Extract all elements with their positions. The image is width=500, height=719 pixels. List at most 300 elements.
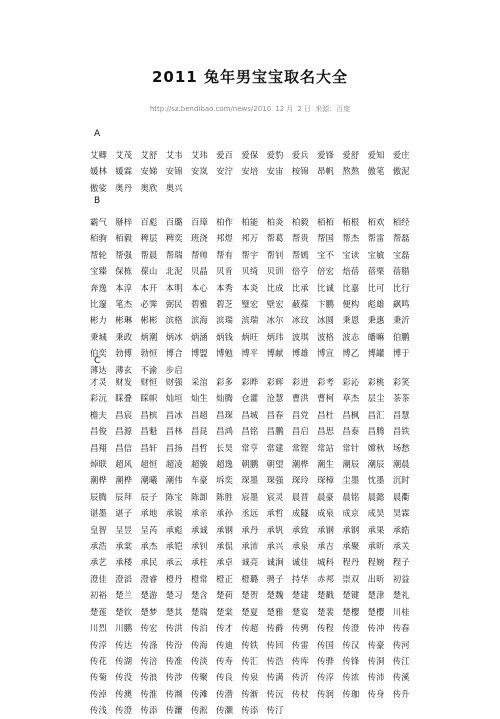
name-entry: 楚贺 bbox=[241, 590, 259, 601]
name-entry: 北泥 bbox=[165, 266, 183, 277]
name-entry: 陈胜 bbox=[216, 491, 234, 502]
name-entry: 传宏 bbox=[140, 623, 158, 634]
name-entry: 潮辰 bbox=[342, 459, 360, 470]
name-entry: 传海 bbox=[190, 639, 208, 650]
name-entry: 传淳 bbox=[317, 672, 335, 683]
name-entry: 栢驹 bbox=[90, 233, 107, 244]
name-entry: 滨海 bbox=[190, 315, 208, 326]
name-entry: 楚莲 bbox=[90, 606, 107, 617]
name-entry: 贝晶 bbox=[190, 266, 208, 277]
name-entry: 潮生 bbox=[317, 459, 335, 470]
name-entry: 滨格 bbox=[165, 315, 183, 326]
name-entry: 承亲 bbox=[190, 508, 208, 519]
name-entry: 彬力 bbox=[90, 315, 107, 326]
name-entry: 琛樟 bbox=[317, 475, 335, 486]
name-entry: 楚荷 bbox=[216, 590, 234, 601]
name-entry: 传国 bbox=[317, 639, 335, 650]
name-entry: 薄玄 bbox=[115, 364, 133, 375]
name-entry: 传豪 bbox=[367, 639, 385, 650]
name-entry: 楚宴 bbox=[291, 606, 309, 617]
name-entry: 碧雅 bbox=[190, 299, 208, 310]
name-entry: 楚建 bbox=[291, 590, 309, 601]
name-entry: 潮曦 bbox=[140, 475, 158, 486]
name-entry: 滨瑞 bbox=[216, 315, 234, 326]
name-entry: 睬帜 bbox=[140, 393, 158, 404]
name-entry: 安岚 bbox=[190, 166, 208, 177]
name-entry: 尘墨 bbox=[342, 475, 360, 486]
name-entry: 帮宇 bbox=[241, 249, 259, 260]
name-entry: 博雄 bbox=[291, 348, 309, 359]
name-entry: 昌思 bbox=[317, 426, 335, 437]
name-entry: 澄滔 bbox=[115, 573, 133, 584]
name-entry: 昌慧 bbox=[392, 409, 410, 420]
name-entry: 沉时 bbox=[392, 475, 410, 486]
name-entry: 楚棠 bbox=[216, 606, 234, 617]
name-entry: 传河 bbox=[392, 639, 410, 650]
name-entry: 楚夏 bbox=[241, 606, 259, 617]
name-entry: 艾玮 bbox=[190, 150, 208, 160]
name-entry: 成京 bbox=[342, 508, 360, 519]
name-entry: 承锐 bbox=[165, 508, 183, 519]
name-entry: 保栋 bbox=[115, 266, 133, 277]
name-entry: 嫦秋 bbox=[367, 442, 385, 453]
name-entry: 爱锋 bbox=[317, 150, 335, 160]
name-entry: 传濒 bbox=[165, 688, 183, 699]
name-entry: 必霁 bbox=[140, 299, 158, 310]
name-entry: 采涫 bbox=[190, 377, 208, 387]
name-entry: 博于 bbox=[392, 348, 410, 359]
name-entry: 辰腾 bbox=[90, 491, 107, 502]
name-entry: 潮桦 bbox=[90, 475, 107, 486]
name-entry: 昌铭 bbox=[241, 426, 259, 437]
name-entry: 传澄 bbox=[342, 623, 360, 634]
name-entry: 澄睿 bbox=[140, 573, 158, 584]
name-entry: 潮伟 bbox=[165, 475, 183, 486]
name-entry: 帮贵 bbox=[291, 233, 309, 244]
name-entry: 波琪 bbox=[291, 331, 309, 342]
name-entry: 承关 bbox=[392, 541, 410, 552]
name-entry: 艾韦 bbox=[165, 150, 183, 160]
name-entry: 诚亮 bbox=[241, 557, 259, 568]
name-entry: 超骏 bbox=[190, 459, 208, 470]
name-entry: 秉城 bbox=[90, 331, 107, 342]
name-entry: 诚涧 bbox=[266, 557, 284, 568]
name-entry: 传江 bbox=[392, 655, 410, 666]
name-entry: 传洞 bbox=[367, 655, 385, 666]
name-entry: 楚游 bbox=[140, 590, 158, 601]
name-entry: 贝训 bbox=[266, 266, 284, 277]
name-entry: 彩辉 bbox=[266, 377, 284, 387]
name-entry: 传冲 bbox=[367, 623, 385, 634]
name-entry: 昌汇 bbox=[367, 409, 385, 420]
name-entry: 楚键 bbox=[342, 590, 360, 601]
name-entry: 昌宸 bbox=[115, 409, 133, 420]
name-entry: 倍宏 bbox=[317, 266, 335, 277]
name-entry: 昌鹏 bbox=[266, 426, 284, 437]
name-entry: 传身 bbox=[367, 688, 385, 699]
name-entry: 稗层 bbox=[140, 233, 158, 244]
name-entry: 奥兴 bbox=[165, 182, 183, 193]
name-entry: 昌扬 bbox=[165, 442, 183, 453]
name-entry: 初裕 bbox=[90, 590, 107, 601]
name-entry: 柏炎 bbox=[266, 217, 284, 227]
name-entry: 承钢 bbox=[342, 524, 360, 535]
name-entry: 昌俊 bbox=[90, 426, 107, 437]
name-entry: 楚梦 bbox=[140, 606, 158, 617]
name-entry: 彩考 bbox=[317, 377, 335, 387]
name-entry: 承卓 bbox=[216, 557, 234, 568]
name-entry: 楚津 bbox=[367, 590, 385, 601]
name-entry: 承钢 bbox=[317, 524, 335, 535]
name-entry: 百彪 bbox=[140, 217, 158, 227]
name-entry: 奥欣 bbox=[140, 182, 158, 193]
name-entry: 传渐 bbox=[241, 688, 259, 699]
name-entry: 柏作 bbox=[216, 217, 234, 227]
name-entry: 承钢 bbox=[216, 524, 234, 535]
name-entry: 传沛 bbox=[367, 672, 385, 683]
name-entry: 宝臻 bbox=[90, 266, 107, 277]
name-entry: 弼民 bbox=[165, 299, 183, 310]
name-entry: 传淖 bbox=[90, 688, 107, 699]
name-entry: 栢栢 bbox=[317, 217, 335, 227]
name-entry: 仓灌 bbox=[241, 393, 259, 404]
name-entry: 辰拜 bbox=[115, 491, 133, 502]
name-entry: 本秀 bbox=[216, 282, 234, 293]
name-entry: 传超 bbox=[241, 623, 259, 634]
name-entry: 灿生 bbox=[190, 393, 208, 404]
name-entry: 爱保 bbox=[241, 150, 259, 160]
name-entry: 媛林 bbox=[90, 166, 107, 177]
name-entry: 蓓腊 bbox=[392, 266, 410, 277]
name-entry: 传汉 bbox=[342, 639, 360, 650]
name-entry: 承昕 bbox=[367, 541, 385, 552]
name-entry: 秉恩 bbox=[342, 315, 360, 326]
name-entry: 呈昱 bbox=[115, 524, 133, 535]
name-entry: 承地 bbox=[140, 508, 158, 519]
name-entry: 传浪 bbox=[140, 672, 158, 683]
meta-source: 来源：百度 bbox=[315, 105, 351, 113]
name-entry: 昂帆 bbox=[317, 166, 335, 177]
name-entry: 陈宝 bbox=[165, 491, 183, 502]
name-entry: 澄佳 bbox=[90, 573, 107, 584]
name-entry: 冰圆 bbox=[317, 315, 335, 326]
name-entry: 传骋 bbox=[291, 623, 309, 634]
name-entry: 柏毅 bbox=[291, 217, 309, 227]
name-entry: 承棠 bbox=[115, 541, 133, 552]
name-entry: 宝读 bbox=[342, 249, 360, 260]
name-entry: 传澄 bbox=[115, 705, 133, 716]
name-entry: 楚兰 bbox=[115, 590, 133, 601]
name-entry: 车豪 bbox=[190, 475, 208, 486]
name-entry: 不渝 bbox=[140, 364, 158, 375]
name-entry: 琛墨 bbox=[241, 475, 259, 486]
name-entry: 传湖 bbox=[115, 655, 133, 666]
name-entry: 睬叠 bbox=[115, 393, 133, 404]
name-entry: 传满 bbox=[266, 672, 284, 683]
name-entry: 承钒 bbox=[266, 524, 284, 535]
name-entry: 帮葛 bbox=[266, 233, 284, 244]
name-entry: 帮杰 bbox=[342, 233, 360, 244]
name-entry: 皇智 bbox=[90, 524, 107, 535]
name-entry: 传淳 bbox=[90, 639, 107, 650]
name-entry: 爱庄 bbox=[392, 150, 410, 160]
name-entry: 博宣 bbox=[317, 348, 335, 359]
name-entry: 楚雅 bbox=[266, 606, 284, 617]
name-entry: 晨晋 bbox=[291, 491, 309, 502]
name-entry: 传添 bbox=[241, 705, 259, 716]
name-entry: 成泉 bbox=[317, 508, 335, 519]
section-a bbox=[90, 129, 420, 196]
name-entry: 承杰 bbox=[140, 541, 158, 552]
name-entry: 传淡 bbox=[190, 655, 208, 666]
name-entry: 稗奕 bbox=[165, 233, 183, 244]
name-entry: 比邃 bbox=[90, 299, 107, 310]
name-entry: 朝鹏 bbox=[241, 459, 259, 470]
name-entry: 橙常 bbox=[190, 573, 208, 584]
name-entry: 承孙 bbox=[216, 508, 234, 519]
name-entry: 班浇 bbox=[190, 233, 208, 244]
name-entry: 彩沅 bbox=[90, 393, 107, 404]
name-entry: 冰尔 bbox=[266, 315, 284, 326]
name-entry: 彬琳 bbox=[115, 315, 133, 326]
name-entry: 帮晨 bbox=[140, 249, 158, 260]
name-entry: 比行 bbox=[392, 282, 410, 293]
name-entry: 比成 bbox=[266, 282, 284, 293]
name-entry: 财强 bbox=[165, 377, 183, 387]
name-entry: 炳旺 bbox=[241, 331, 259, 342]
section-b bbox=[90, 196, 420, 378]
name-entry: 楚樱 bbox=[367, 606, 385, 617]
name-entry: 崇双 bbox=[342, 573, 360, 584]
name-entry: 传准 bbox=[165, 655, 183, 666]
name-entry: 承泉 bbox=[291, 541, 309, 552]
name-entry: 帮有 bbox=[216, 249, 234, 260]
name-entry: 炳钱 bbox=[216, 331, 234, 342]
name-entry: 传菊 bbox=[90, 672, 107, 683]
section-letter: B bbox=[94, 196, 101, 206]
name-entry: 橙丹 bbox=[165, 573, 183, 584]
name-entry: 本开 bbox=[140, 282, 158, 293]
name-entry: 承钊 bbox=[190, 541, 208, 552]
name-entry: 辰子 bbox=[140, 491, 158, 502]
name-entry: 传淞 bbox=[190, 705, 208, 716]
name-entry: 忱墨 bbox=[367, 475, 385, 486]
name-entry: 承柱 bbox=[190, 557, 208, 568]
name-entry: 安宙 bbox=[266, 166, 284, 177]
name-entry: 本明 bbox=[165, 282, 183, 293]
name-entry: 昌昆 bbox=[190, 426, 208, 437]
name-entry: 博乙 bbox=[342, 348, 360, 359]
name-entry: 本心 bbox=[190, 282, 208, 293]
name-entry: 初益 bbox=[392, 573, 410, 584]
name-entry: 呈芮 bbox=[140, 524, 158, 535]
name-entry: 焯联 bbox=[90, 459, 107, 470]
name-entry: 传汾 bbox=[165, 639, 183, 650]
name-entry: 昌信 bbox=[115, 442, 133, 453]
name-entry: 掰梓 bbox=[115, 217, 133, 227]
name-entry: 璧宏 bbox=[241, 299, 259, 310]
name-entry: 博盟 bbox=[190, 348, 208, 359]
name-entry: 比可 bbox=[367, 282, 385, 293]
name-entry: 爱舒 bbox=[342, 150, 360, 160]
name-entry: 传铁 bbox=[241, 639, 259, 650]
name-entry: 博勉 bbox=[216, 348, 234, 359]
name-entry: 常站 bbox=[317, 442, 335, 453]
name-entry: 传珈 bbox=[342, 688, 360, 699]
name-entry: 程婉 bbox=[367, 557, 385, 568]
name-entry: 昌春 bbox=[266, 409, 284, 420]
name-entry: 朝望 bbox=[266, 459, 284, 470]
name-entry: 昌杜 bbox=[317, 409, 335, 420]
name-entry: 昌琛 bbox=[216, 409, 234, 420]
name-entry: 栢欢 bbox=[367, 217, 385, 227]
name-entry: 晨豪 bbox=[317, 491, 335, 502]
name-entry: 勃恒 bbox=[140, 348, 158, 359]
name-entry: 壁宏 bbox=[266, 299, 284, 310]
name-entry: 楚习 bbox=[165, 590, 183, 601]
name-entry: 傲泥 bbox=[392, 166, 410, 177]
name-entry: 波格 bbox=[317, 331, 335, 342]
name-entry: 帮磊 bbox=[392, 233, 410, 244]
name-entry: 超风 bbox=[115, 459, 133, 470]
name-entry: 坼奕 bbox=[216, 475, 234, 486]
name-entry: 艾茂 bbox=[115, 150, 133, 160]
name-entry: 楚含 bbox=[190, 590, 208, 601]
name-entry: 传汇 bbox=[241, 655, 259, 666]
name-entry: 川桂 bbox=[392, 606, 410, 617]
name-entry: 昌党 bbox=[291, 409, 309, 420]
name-entry: 传润 bbox=[317, 688, 335, 699]
source-url-link[interactable]: http://sz.bendibao.com/news/2010 bbox=[149, 105, 272, 113]
name-entry: 超逸 bbox=[216, 459, 234, 470]
name-entry: 承民 bbox=[140, 557, 158, 568]
name-entry: 昌源 bbox=[115, 426, 133, 437]
name-entry: 彬彬 bbox=[140, 315, 158, 326]
name-entry: 传雷 bbox=[291, 639, 309, 650]
name-entry: 帮雷 bbox=[367, 233, 385, 244]
name-entry: 承铠 bbox=[165, 541, 183, 552]
page-title: 2011 兔年男宝宝取名大全 bbox=[152, 68, 348, 86]
name-entry: 帮瑞 bbox=[165, 249, 183, 260]
name-entry: 楚瑞 bbox=[190, 606, 208, 617]
name-entry: 昌城 bbox=[241, 409, 259, 420]
name-entry: 城科 bbox=[317, 557, 335, 568]
name-entry: 诚佳 bbox=[291, 557, 309, 568]
name-entry: 霸气 bbox=[90, 217, 107, 227]
name-entry: 常针 bbox=[342, 442, 360, 453]
name-entry: 晨铭 bbox=[342, 491, 360, 502]
name-entry: 卞鹏 bbox=[317, 299, 335, 310]
name-entry: 潮晨 bbox=[392, 459, 410, 470]
name-entry: 彩桃 bbox=[367, 377, 385, 387]
name-entry: 传爵 bbox=[266, 623, 284, 634]
name-entry: 楚裴 bbox=[317, 606, 335, 617]
name-entry: 楚樱 bbox=[342, 606, 360, 617]
name-entry: 传溪 bbox=[392, 672, 410, 683]
name-entry: 昌超 bbox=[190, 409, 208, 420]
name-entry: 楚其 bbox=[165, 606, 183, 617]
name-entry: 承浩 bbox=[90, 541, 107, 552]
name-entry: 传达 bbox=[115, 639, 133, 650]
name-entry: 传才 bbox=[216, 623, 234, 634]
name-entry: 昊霖 bbox=[392, 508, 410, 519]
name-entry: 勃傅 bbox=[115, 348, 133, 359]
name-entry: 昌槟 bbox=[140, 409, 158, 420]
name-entry: 传洪 bbox=[165, 623, 183, 634]
name-entry: 潮桦 bbox=[115, 475, 133, 486]
name-entry: 程子 bbox=[392, 557, 410, 568]
name-entry: 爱知 bbox=[367, 150, 385, 160]
name-entry: 便构 bbox=[342, 299, 360, 310]
section-c bbox=[90, 356, 420, 719]
name-entry: 茶茶 bbox=[392, 393, 410, 404]
name-entry: 熬熬 bbox=[342, 166, 360, 177]
name-entry: 谌墨 bbox=[90, 508, 107, 519]
name-entry: 博献 bbox=[266, 348, 284, 359]
name-entry: 彪雄 bbox=[367, 299, 385, 310]
name-entry: 承吉 bbox=[317, 541, 335, 552]
name-entry: 邦煜 bbox=[216, 233, 234, 244]
name-entry: 传泉 bbox=[241, 672, 259, 683]
name-entry: 桉锦 bbox=[291, 166, 309, 177]
name-entry: 长昊 bbox=[216, 442, 234, 453]
name-entry: 比嘉 bbox=[342, 282, 360, 293]
name-entry: 傲娑 bbox=[90, 182, 107, 193]
name-entry: 传涉 bbox=[165, 672, 183, 683]
name-entry: 笔杰 bbox=[115, 299, 133, 310]
name-entry: 飙鸣 bbox=[392, 299, 410, 310]
name-entry: 安泞 bbox=[216, 166, 234, 177]
name-entry: 草杰 bbox=[342, 393, 360, 404]
name-entry: 楚钦 bbox=[115, 606, 133, 617]
name-entry: 博平 bbox=[241, 348, 259, 359]
name-entry: 皤嘛 bbox=[367, 331, 385, 342]
name-entry: 传库 bbox=[291, 655, 309, 666]
name-entry: 帮嫣 bbox=[291, 249, 309, 260]
name-entry: 传杖 bbox=[291, 688, 309, 699]
name-entry: 传没 bbox=[115, 672, 133, 683]
name-entry: 伯奕 bbox=[90, 348, 107, 359]
name-entry: 昌鸿 bbox=[216, 426, 234, 437]
name-entry: 承果 bbox=[367, 524, 385, 535]
name-entry: 昌翔 bbox=[90, 442, 107, 453]
name-entry: 成昊 bbox=[367, 508, 385, 519]
name-entry: 栢经 bbox=[392, 217, 410, 227]
name-entry: 承哲 bbox=[266, 508, 284, 519]
name-entry: 传花 bbox=[90, 655, 107, 666]
name-entry: 骋子 bbox=[266, 573, 284, 584]
name-list bbox=[90, 214, 420, 378]
name-entry: 曹柯 bbox=[317, 393, 335, 404]
name-entry: 比承 bbox=[291, 282, 309, 293]
name-entry: 楚礼 bbox=[392, 590, 410, 601]
name-entry: 潮辰 bbox=[367, 459, 385, 470]
name-entry: 百璐 bbox=[165, 217, 183, 227]
name-entry: 琛玲 bbox=[291, 475, 309, 486]
name-entry: 灿腾 bbox=[216, 393, 234, 404]
name-entry: 昌腾 bbox=[367, 426, 385, 437]
name-entry: 彩晔 bbox=[241, 377, 259, 387]
name-entry: 薄达 bbox=[90, 364, 107, 375]
name-entry: 彩多 bbox=[216, 377, 234, 387]
name-entry: 传淮 bbox=[140, 688, 158, 699]
name-entry: 贝肯 bbox=[216, 266, 234, 277]
name-entry: 昌魁 bbox=[140, 426, 158, 437]
name-entry: 艾舒 bbox=[140, 150, 158, 160]
name-entry: 传升 bbox=[392, 688, 410, 699]
name-entry: 川烈 bbox=[90, 623, 107, 634]
name-entry: 传聚 bbox=[190, 672, 208, 683]
